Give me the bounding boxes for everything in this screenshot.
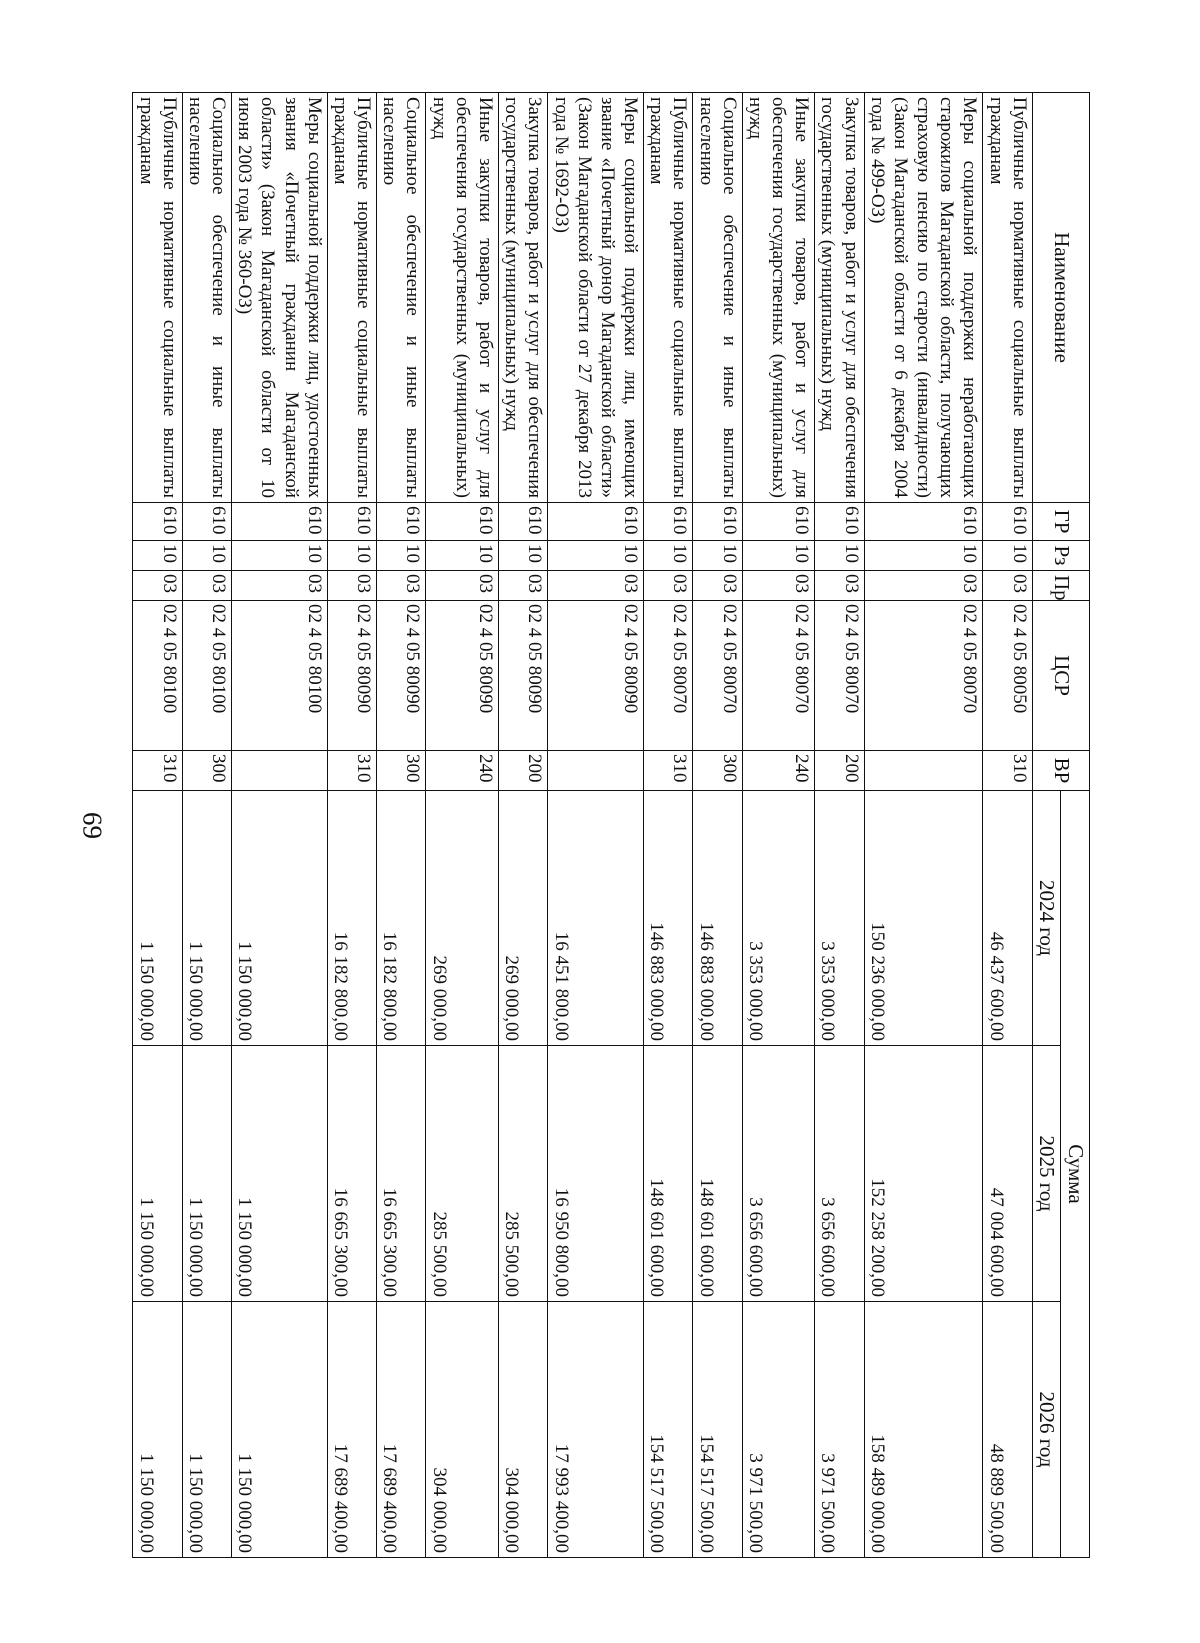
- cell-rz: 10: [742, 541, 815, 571]
- cell-name: Закупка товаров, работ и услуг для обеспечения государственных (муниципальных) нужд: [815, 93, 864, 503]
- cell-2024: 16 182 800,00: [327, 791, 376, 1046]
- table-row: [644, 93, 693, 1558]
- cell-gr: 610: [693, 503, 742, 541]
- cell-vr: 300: [693, 751, 742, 791]
- cell-csr: 02 4 05 80090: [426, 601, 499, 751]
- cell-vr: 310: [644, 751, 693, 791]
- cell-2026: 1 150 000,00: [182, 1302, 231, 1558]
- cell-pr: 03: [377, 571, 426, 601]
- table-row: [815, 93, 864, 1558]
- cell-gr: 610: [182, 503, 231, 541]
- cell-2026: 3 971 500,00: [742, 1302, 815, 1558]
- cell-vr: 240: [426, 751, 499, 791]
- cell-csr: 02 4 05 80090: [377, 601, 426, 751]
- cell-2025: 148 601 600,00: [644, 1046, 693, 1302]
- table-body: [133, 93, 1032, 1558]
- header-gr: ГР: [1032, 503, 1089, 541]
- cell-2024: 146 883 000,00: [693, 791, 742, 1046]
- cell-gr: 610: [499, 503, 548, 541]
- cell-name: Публичные нормативные социальные выплаты гражданам: [983, 93, 1032, 503]
- cell-pr: 03: [327, 571, 376, 601]
- cell-vr: 200: [815, 751, 864, 791]
- cell-csr: 02 4 05 80070: [815, 601, 864, 751]
- budget-table: [132, 92, 1090, 1558]
- cell-rz: 10: [182, 541, 231, 571]
- cell-pr: 03: [426, 571, 499, 601]
- header-name: Наименование: [1032, 93, 1089, 503]
- cell-vr: [232, 751, 328, 791]
- cell-csr: 02 4 05 80100: [232, 601, 328, 751]
- table-row: [327, 93, 376, 1558]
- cell-name: Меры социальной поддержки неработающих старожилов Магаданской области, получающих страховую пенсию по старости (инвалидности) (Закон Магаданской области от 6 декабря 2004 года № 499-ОЗ): [864, 93, 983, 503]
- cell-csr: 02 4 05 80050: [983, 601, 1032, 751]
- cell-2026: 154 517 500,00: [693, 1302, 742, 1558]
- cell-vr: 310: [983, 751, 1032, 791]
- page-number: 69: [77, 812, 108, 839]
- header-year-2025: 2025 год: [1032, 1046, 1061, 1302]
- cell-2026: 158 489 000,00: [864, 1302, 983, 1558]
- cell-rz: 10: [983, 541, 1032, 571]
- cell-gr: 610: [327, 503, 376, 541]
- cell-2024: 16 182 800,00: [377, 791, 426, 1046]
- cell-pr: 03: [499, 571, 548, 601]
- cell-2025: 285 500,00: [499, 1046, 548, 1302]
- cell-2026: 304 000,00: [426, 1302, 499, 1558]
- cell-pr: 03: [133, 571, 182, 601]
- cell-2025: 285 500,00: [426, 1046, 499, 1302]
- table-row: [133, 93, 182, 1558]
- table-row: [742, 93, 815, 1558]
- cell-name: Меры социальной поддержки лиц, имеющих звание «Почетный донор Магаданской области» (Закон Магаданской области от 27 декабря 2013 года № 1692-ОЗ): [548, 93, 644, 503]
- cell-2026: 3 971 500,00: [815, 1302, 864, 1558]
- cell-pr: 03: [864, 571, 983, 601]
- cell-name: Публичные нормативные социальные выплаты гражданам: [327, 93, 376, 503]
- header-pr: Пр: [1032, 571, 1089, 601]
- cell-2026: 48 889 500,00: [983, 1302, 1032, 1558]
- table-row: [548, 93, 644, 1558]
- cell-2025: 3 656 600,00: [815, 1046, 864, 1302]
- cell-name: Социальное обеспечение и иные выплаты населению: [693, 93, 742, 503]
- cell-2026: 1 150 000,00: [232, 1302, 328, 1558]
- cell-2024: 3 353 000,00: [742, 791, 815, 1046]
- table-row: [426, 93, 499, 1558]
- cell-gr: 610: [133, 503, 182, 541]
- rotated-page-content: [135, 92, 1090, 1557]
- cell-2026: 17 993 400,00: [548, 1302, 644, 1558]
- cell-csr: 02 4 05 80090: [327, 601, 376, 751]
- cell-rz: 10: [499, 541, 548, 571]
- cell-name: Публичные нормативные социальные выплаты гражданам: [644, 93, 693, 503]
- cell-gr: 610: [644, 503, 693, 541]
- cell-rz: 10: [232, 541, 328, 571]
- cell-2026: 154 517 500,00: [644, 1302, 693, 1558]
- cell-2025: 3 656 600,00: [742, 1046, 815, 1302]
- cell-pr: 03: [232, 571, 328, 601]
- table-row: [377, 93, 426, 1558]
- cell-2024: 16 451 800,00: [548, 791, 644, 1046]
- cell-2024: 3 353 000,00: [815, 791, 864, 1046]
- cell-vr: 310: [133, 751, 182, 791]
- cell-csr: 02 4 05 80100: [182, 601, 231, 751]
- cell-pr: 03: [815, 571, 864, 601]
- cell-name: Закупка товаров, работ и услуг для обеспечения государственных (муниципальных) нужд: [499, 93, 548, 503]
- cell-2024: 146 883 000,00: [644, 791, 693, 1046]
- cell-vr: 300: [377, 751, 426, 791]
- cell-vr: 300: [182, 751, 231, 791]
- cell-rz: 10: [327, 541, 376, 571]
- cell-vr: [548, 751, 644, 791]
- cell-gr: 610: [742, 503, 815, 541]
- cell-2025: 16 950 800,00: [548, 1046, 644, 1302]
- cell-name: Публичные нормативные социальные выплаты гражданам: [133, 93, 182, 503]
- header-rz: Рз: [1032, 541, 1089, 571]
- table-row: [232, 93, 328, 1558]
- cell-2025: 16 665 300,00: [327, 1046, 376, 1302]
- cell-rz: 10: [426, 541, 499, 571]
- cell-2026: 1 150 000,00: [133, 1302, 182, 1558]
- header-csr: ЦСР: [1032, 601, 1089, 751]
- cell-vr: [864, 751, 983, 791]
- cell-csr: 02 4 05 80100: [133, 601, 182, 751]
- cell-2024: 1 150 000,00: [232, 791, 328, 1046]
- cell-2025: 47 004 600,00: [983, 1046, 1032, 1302]
- cell-pr: 03: [983, 571, 1032, 601]
- cell-gr: 610: [426, 503, 499, 541]
- table-row: [864, 93, 983, 1558]
- cell-2024: 46 437 600,00: [983, 791, 1032, 1046]
- cell-gr: 610: [983, 503, 1032, 541]
- cell-csr: 02 4 05 80090: [548, 601, 644, 751]
- cell-2025: 1 150 000,00: [232, 1046, 328, 1302]
- cell-gr: 610: [232, 503, 328, 541]
- cell-2024: 1 150 000,00: [133, 791, 182, 1046]
- cell-2026: 304 000,00: [499, 1302, 548, 1558]
- table-row: [499, 93, 548, 1558]
- cell-gr: 610: [377, 503, 426, 541]
- cell-2025: 152 258 200,00: [864, 1046, 983, 1302]
- cell-name: Социальное обеспечение и иные выплаты населению: [377, 93, 426, 503]
- cell-name: Иные закупки товаров, работ и услуг для обеспечения государственных (муниципальных) нужд: [742, 93, 815, 503]
- cell-pr: 03: [182, 571, 231, 601]
- cell-rz: 10: [133, 541, 182, 571]
- cell-csr: 02 4 05 80070: [644, 601, 693, 751]
- cell-rz: 10: [377, 541, 426, 571]
- cell-pr: 03: [742, 571, 815, 601]
- header-vr: ВР: [1032, 751, 1089, 791]
- table-row: [182, 93, 231, 1558]
- cell-2024: 1 150 000,00: [182, 791, 231, 1046]
- header-year-2024: 2024 год: [1032, 791, 1061, 1046]
- table-header-row: [1061, 93, 1090, 1558]
- cell-2025: 16 665 300,00: [377, 1046, 426, 1302]
- cell-2025: 1 150 000,00: [182, 1046, 231, 1302]
- cell-vr: 200: [499, 751, 548, 791]
- cell-csr: 02 4 05 80070: [864, 601, 983, 751]
- cell-vr: 240: [742, 751, 815, 791]
- cell-gr: 610: [548, 503, 644, 541]
- cell-gr: 610: [815, 503, 864, 541]
- table-row: [983, 93, 1032, 1558]
- cell-name: Социальное обеспечение и иные выплаты населению: [182, 93, 231, 503]
- cell-2026: 17 689 400,00: [377, 1302, 426, 1558]
- cell-csr: 02 4 05 80090: [499, 601, 548, 751]
- cell-vr: 310: [327, 751, 376, 791]
- header-year-2026: 2026 год: [1032, 1302, 1061, 1558]
- cell-name: Меры социальной поддержки лиц, удостоенных звания «Почетный гражданин Магаданской области» (Закон Магаданской области от 10 июня 2003 года № 360-ОЗ): [232, 93, 328, 503]
- cell-2024: 150 236 000,00: [864, 791, 983, 1046]
- table-row: [693, 93, 742, 1558]
- cell-2024: 269 000,00: [426, 791, 499, 1046]
- cell-2025: 1 150 000,00: [133, 1046, 182, 1302]
- cell-rz: 10: [548, 541, 644, 571]
- cell-pr: 03: [548, 571, 644, 601]
- cell-name: Иные закупки товаров, работ и услуг для обеспечения государственных (муниципальных) нужд: [426, 93, 499, 503]
- cell-csr: 02 4 05 80070: [742, 601, 815, 751]
- cell-gr: 610: [864, 503, 983, 541]
- cell-rz: 10: [864, 541, 983, 571]
- cell-rz: 10: [815, 541, 864, 571]
- cell-pr: 03: [644, 571, 693, 601]
- cell-pr: 03: [693, 571, 742, 601]
- header-sum: Сумма: [1061, 791, 1090, 1558]
- cell-rz: 10: [693, 541, 742, 571]
- cell-csr: 02 4 05 80070: [693, 601, 742, 751]
- cell-2025: 148 601 600,00: [693, 1046, 742, 1302]
- cell-2026: 17 689 400,00: [327, 1302, 376, 1558]
- cell-2024: 269 000,00: [499, 791, 548, 1046]
- cell-rz: 10: [644, 541, 693, 571]
